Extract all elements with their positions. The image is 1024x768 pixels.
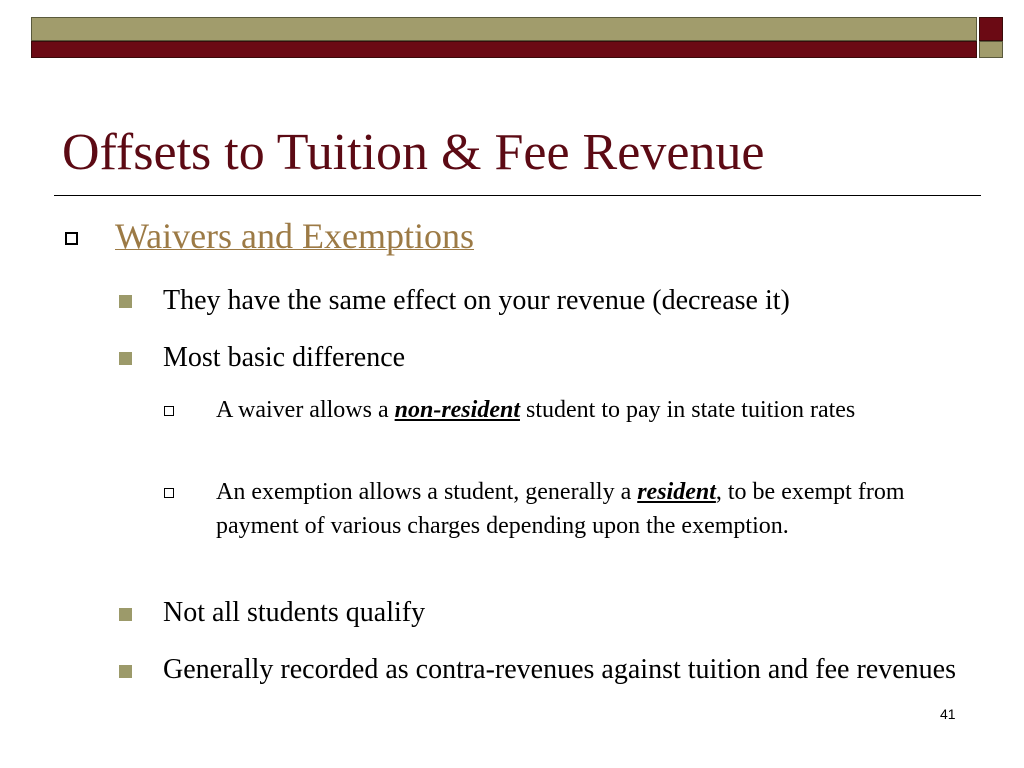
hollow-square-bullet-icon bbox=[164, 488, 174, 498]
filled-square-bullet-icon bbox=[119, 665, 132, 678]
filled-square-bullet-icon bbox=[119, 608, 132, 621]
header-bar-maroon bbox=[31, 41, 977, 58]
exemption-text-before: An exemption allows a student, generally a bbox=[216, 479, 638, 505]
hollow-square-bullet-icon bbox=[65, 232, 78, 245]
waiver-definition bbox=[216, 393, 936, 427]
waiver-text-before: A waiver allows a bbox=[216, 397, 395, 423]
header-square-maroon bbox=[979, 17, 1003, 41]
title-divider bbox=[54, 195, 981, 196]
exemption-text-after: , to be exempt from payment of various charges depending upon the exemption. bbox=[216, 479, 905, 539]
slide-title: Offsets to Tuition & Fee Revenue bbox=[62, 124, 765, 181]
bullet-basic-difference: Most basic difference bbox=[163, 342, 406, 373]
filled-square-bullet-icon bbox=[119, 295, 132, 308]
bullet-not-all-qualify: Not all students qualify bbox=[163, 597, 426, 628]
header-square-olive bbox=[979, 41, 1003, 58]
bullet-contra-revenues: Generally recorded as contra-revenues against tuition and fee revenues bbox=[163, 654, 956, 685]
filled-square-bullet-icon bbox=[119, 352, 132, 365]
bullet-same-effect: They have the same effect on your revenue (decrease it) bbox=[163, 285, 790, 316]
resident-emphasis: resident bbox=[637, 479, 716, 505]
waiver-text-after: student to pay in state tuition rates bbox=[519, 397, 856, 423]
header-bar-olive bbox=[31, 17, 977, 41]
exemption-definition bbox=[216, 475, 936, 543]
waivers-exemptions-link[interactable]: Waivers and Exemptions bbox=[115, 216, 475, 256]
hollow-square-bullet-icon bbox=[164, 406, 174, 416]
page-number: 41 bbox=[940, 706, 956, 722]
non-resident-emphasis: non-resident bbox=[394, 397, 520, 423]
